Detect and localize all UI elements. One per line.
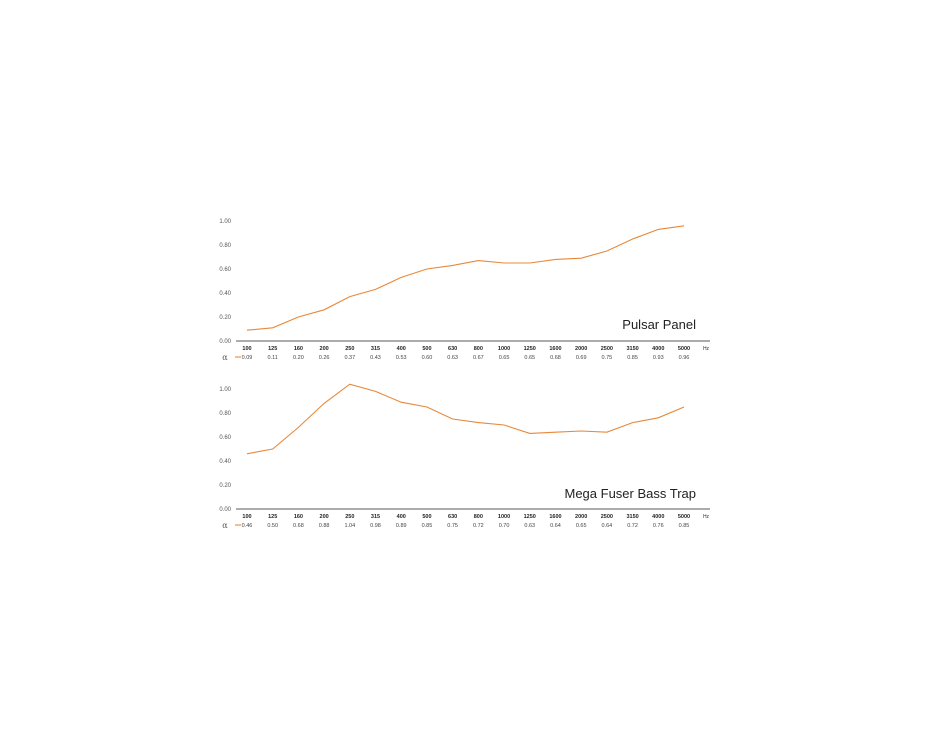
x-unit-label: Hz <box>703 346 710 352</box>
x-tick-label: 1600 <box>549 346 561 352</box>
alpha-value-label: 0.72 <box>627 523 638 529</box>
alpha-value-label: 0.50 <box>267 523 278 529</box>
x-tick-label: 200 <box>320 514 329 520</box>
alpha-value-label: 0.64 <box>550 523 561 529</box>
x-tick-label: 800 <box>474 514 483 520</box>
alpha-value-label: 0.65 <box>576 523 587 529</box>
y-tick-label: 1.00 <box>219 387 231 393</box>
alpha-value-label: 0.89 <box>396 523 407 529</box>
alpha-value-label: 0.85 <box>679 523 690 529</box>
alpha-symbol: α <box>222 521 228 530</box>
x-tick-label: 400 <box>397 346 406 352</box>
alpha-value-label: 0.11 <box>268 355 278 361</box>
x-tick-label: 1000 <box>498 514 510 520</box>
alpha-value-label: 0.70 <box>499 523 510 529</box>
x-tick-label: 200 <box>320 346 329 352</box>
alpha-value-label: 0.09 <box>242 355 253 361</box>
y-tick-label: 0.00 <box>219 507 231 513</box>
alpha-value-label: 0.37 <box>344 355 355 361</box>
y-tick-label: 0.00 <box>219 339 231 345</box>
y-tick-label: 0.40 <box>219 459 231 465</box>
alpha-value-label: 0.26 <box>319 355 330 361</box>
alpha-value-label: 0.20 <box>293 355 304 361</box>
alpha-value-label: 0.68 <box>550 355 561 361</box>
x-tick-label: 1250 <box>524 514 536 520</box>
x-tick-label: 100 <box>242 346 251 352</box>
x-tick-label: 2500 <box>601 346 613 352</box>
alpha-symbol: α <box>222 353 228 362</box>
y-tick-label: 0.80 <box>219 411 231 417</box>
alpha-value-label: 0.98 <box>370 523 381 529</box>
y-tick-label: 1.00 <box>219 219 231 225</box>
x-tick-label: 800 <box>474 346 483 352</box>
alpha-value-label: 1.04 <box>344 523 355 529</box>
x-tick-label: 3150 <box>626 346 638 352</box>
x-tick-label: 500 <box>422 346 431 352</box>
y-tick-label: 0.60 <box>219 267 231 273</box>
x-tick-label: 630 <box>448 346 457 352</box>
x-tick-label: 125 <box>268 346 277 352</box>
x-tick-label: 1600 <box>549 514 561 520</box>
y-tick-label: 0.40 <box>219 291 231 297</box>
x-tick-label: 100 <box>242 514 251 520</box>
alpha-value-label: 0.65 <box>499 355 510 361</box>
x-tick-label: 4000 <box>652 514 664 520</box>
alpha-value-label: 0.46 <box>242 523 253 529</box>
y-tick-label: 0.80 <box>219 243 231 249</box>
y-tick-label: 0.20 <box>219 483 231 489</box>
x-tick-label: 160 <box>294 346 303 352</box>
x-tick-label: 400 <box>397 514 406 520</box>
alpha-value-label: 0.63 <box>524 523 535 529</box>
alpha-value-label: 0.75 <box>602 355 613 361</box>
alpha-value-label: 0.75 <box>447 523 458 529</box>
series-line <box>247 226 684 330</box>
x-tick-label: 315 <box>371 346 380 352</box>
chart-title: Pulsar Panel <box>622 317 696 332</box>
alpha-value-label: 0.53 <box>396 355 407 361</box>
x-tick-label: 2000 <box>575 346 587 352</box>
alpha-value-label: 0.76 <box>653 523 664 529</box>
alpha-value-label: 0.93 <box>653 355 664 361</box>
series-line <box>247 384 684 454</box>
alpha-value-label: 0.60 <box>422 355 433 361</box>
chart-panel <box>219 219 710 362</box>
chart-panel <box>219 384 710 530</box>
alpha-value-label: 0.43 <box>370 355 381 361</box>
y-tick-label: 0.20 <box>219 315 231 321</box>
x-tick-label: 315 <box>371 514 380 520</box>
x-tick-label: 2500 <box>601 514 613 520</box>
alpha-value-label: 0.85 <box>627 355 638 361</box>
x-tick-label: 1000 <box>498 346 510 352</box>
x-tick-label: 4000 <box>652 346 664 352</box>
x-tick-label: 500 <box>422 514 431 520</box>
x-tick-label: 125 <box>268 514 277 520</box>
y-tick-label: 0.60 <box>219 435 231 441</box>
alpha-value-label: 0.63 <box>447 355 458 361</box>
alpha-value-label: 0.69 <box>576 355 587 361</box>
alpha-value-label: 0.64 <box>602 523 613 529</box>
x-tick-label: 2000 <box>575 514 587 520</box>
x-tick-label: 3150 <box>626 514 638 520</box>
x-tick-label: 250 <box>345 346 354 352</box>
x-tick-label: 160 <box>294 514 303 520</box>
alpha-value-label: 0.85 <box>422 523 433 529</box>
x-tick-label: 1250 <box>524 346 536 352</box>
x-tick-label: 630 <box>448 514 457 520</box>
x-tick-label: 5000 <box>678 514 690 520</box>
alpha-value-label: 0.68 <box>293 523 304 529</box>
alpha-value-label: 0.67 <box>473 355 484 361</box>
alpha-value-label: 0.72 <box>473 523 484 529</box>
alpha-value-label: 0.96 <box>679 355 690 361</box>
chart-title: Mega Fuser Bass Trap <box>565 486 697 501</box>
x-tick-label: 5000 <box>678 346 690 352</box>
alpha-value-label: 0.65 <box>524 355 535 361</box>
alpha-value-label: 0.88 <box>319 523 330 529</box>
x-unit-label: Hz <box>703 514 710 520</box>
x-tick-label: 250 <box>345 514 354 520</box>
